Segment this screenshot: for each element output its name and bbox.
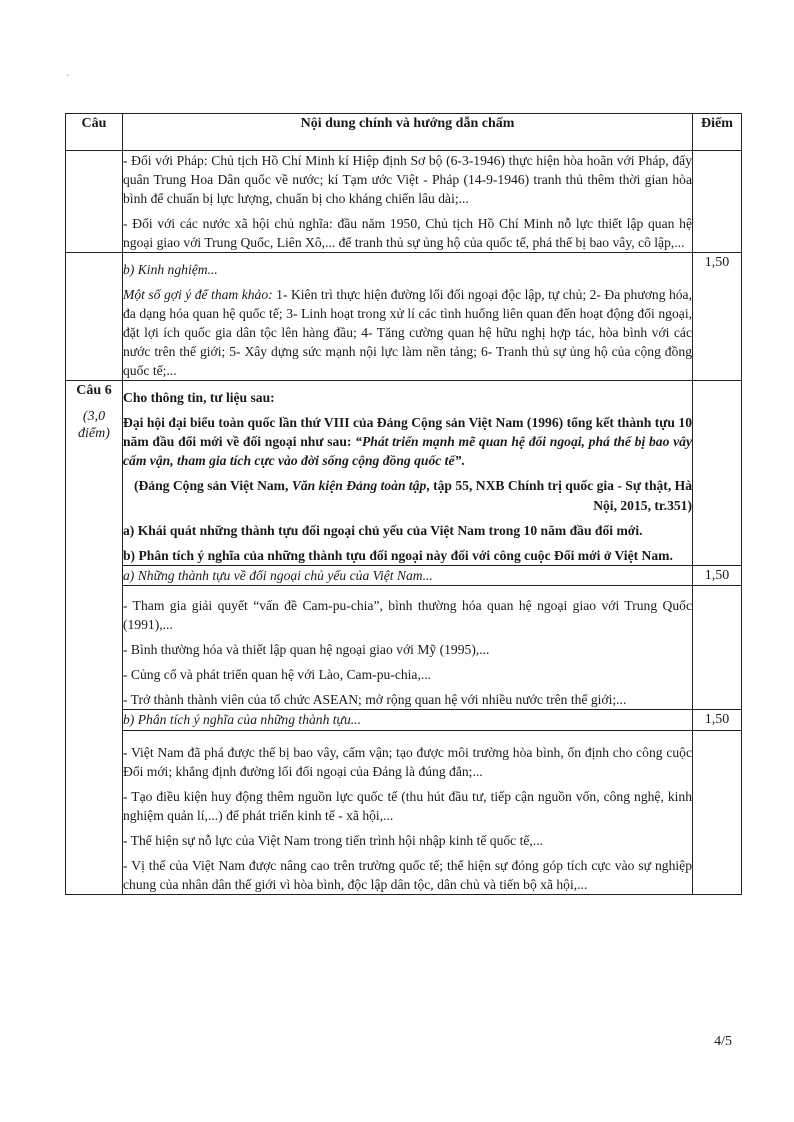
source-a: (Đảng Cộng sản Việt Nam, — [133, 478, 292, 494]
part-b-heading: b) Phân tích ý nghĩa của những thành tựu... — [123, 710, 693, 731]
score-cell-empty — [693, 381, 742, 565]
header-cau: Câu — [66, 114, 123, 151]
cau-6-points: (3,0 điểm) — [78, 408, 110, 441]
part-b-score: 1,50 — [693, 710, 742, 731]
table-header-row — [66, 114, 742, 151]
table-row — [66, 586, 742, 710]
header-diem: Điểm — [693, 114, 742, 151]
prev-para-2: - Đối với các nước xã hội chủ nghĩa: đầu năm 1950, Chủ tịch Hồ Chí Minh nỗ lực thiết lập quan hệ ngoại giao với Trung Quốc, Liên Xô,... để tranh thủ sự ủng hộ của quốc tế, phá thế bị bao vây, cô lập,... — [123, 216, 692, 251]
quote-text: “Phát triển mạnh mẽ quan hệ đối ngoại, phá thế bị bao vây cấm vận, tham gia tích cực vào đời sống cộng đồng quốc tế” — [123, 434, 692, 469]
source-title: Văn kiện Đảng toàn tập — [291, 478, 427, 494]
table-row — [66, 151, 742, 253]
content-cell — [123, 151, 693, 253]
kinh-nghiem-heading: b) Kinh nghiệm... — [123, 262, 218, 278]
list-item: - Việt Nam đã phá được thế bị bao vây, cấm vận; tạo được môi trường hòa bình, ổn định cho công cuộc Đổi mới; khẳng định đường lối đối ngoại của Đảng là đúng đắn;... — [123, 744, 692, 779]
score-value: 1,50 — [693, 253, 742, 381]
table-row — [66, 565, 742, 586]
list-item: - Củng cố và phát triển quan hệ với Lào, Cam-pu-chia,... — [123, 667, 432, 683]
part-a-heading: a) Những thành tựu về đối ngoại chủ yếu của Việt Nam... — [123, 565, 693, 586]
kinh-nghiem-text: 1- Kiên trì thực hiện đường lối đối ngoại độc lập, tự chủ; 2- Đa phương hóa, đa dạng hóa quan hệ quốc tế; 3- Linh hoạt trong xử lí các tình huống liên quan đến hoạt động đối ngoại, đặt lợi ích quốc gia dân tộc lên hàng đầu; 4- Tăng cường quan hệ hữu nghị hợp tác, hòa bình với các nước trên thế giới; 5- Xây dựng sức mạnh nội lực làm nền tảng; 6- Tranh thủ sự ủng hộ của cộng đồng quốc tế;... — [123, 287, 692, 379]
question-intro: Cho thông tin, tư liệu sau: — [123, 390, 275, 406]
kinh-nghiem-lead: Một số gợi ý để tham khảo: — [123, 287, 273, 303]
list-item: - Thể hiện sự nỗ lực của Việt Nam trong tiến trình hội nhập kinh tế quốc tế,... — [123, 833, 544, 849]
list-item: - Tham gia giải quyết “vấn đề Cam-pu-chia”, bình thường hóa quan hệ ngoại giao với Trung Quốc (1991),... — [123, 598, 692, 633]
source-b: , tập 55, NXB Chính trị quốc gia - Sự thật, Hà Nội, 2015, tr.351) — [426, 478, 692, 513]
question-quote — [123, 413, 692, 470]
part-a-score: 1,50 — [693, 565, 742, 586]
table-row — [66, 710, 742, 731]
cau-cell-empty — [66, 151, 123, 253]
list-item: - Trở thành thành viên của tổ chức ASEAN; mở rộng quan hệ với nhiều nước trên thế giới;... — [123, 692, 627, 708]
content-cell — [123, 253, 693, 381]
table-row — [66, 253, 742, 381]
prev-para-1: - Đối với Pháp: Chủ tịch Hồ Chí Minh kí Hiệp định Sơ bộ (6-3-1946) thực hiện hòa hoãn với Pháp, đẩy quân Trung Hoa Dân quốc về nước; kí Tạm ước Việt - Pháp (14-9-1946) tranh thủ thêm thời gian hòa bình để chuẩn bị lực lượng, chuẩn bị cho kháng chiến lâu dài;... — [123, 153, 692, 207]
list-item: - Tạo điều kiện huy động thêm nguồn lực quốc tế (thu hút đầu tư, tiếp cận nguồn vốn, công nghệ, kinh nghiệm quản lí,...) để phát triển kinh tế - xã hội,... — [123, 789, 692, 824]
table-row — [66, 381, 742, 565]
table-row — [66, 730, 742, 894]
score-cell-empty — [693, 586, 742, 710]
score-cell-empty — [693, 151, 742, 253]
score-cell-empty — [693, 730, 742, 894]
question-a: a) Khái quát những thành tựu đối ngoại chủ yếu của Việt Nam trong 10 năm đầu đổi mới. — [123, 522, 643, 538]
cau-6-label: Câu 6 — [76, 383, 112, 399]
part-a-content — [123, 586, 693, 710]
grading-table — [65, 113, 742, 895]
quote-lead: Đại hội đại biểu toàn quốc lần thứ VIII của Đảng Cộng sản Việt Nam (1996) tổng kết thành tựu 10 năm đầu đổi mới về đối ngoại như sau: — [123, 415, 692, 450]
cau-cell-empty — [66, 253, 123, 381]
page-number: 4/5 — [714, 1034, 732, 1049]
stray-mark: ` — [66, 74, 70, 85]
quote-end: . — [461, 453, 465, 469]
kinh-nghiem-body — [123, 285, 692, 380]
question-source — [123, 476, 692, 514]
question-b: b) Phân tích ý nghĩa của những thành tựu đối ngoại này đối với công cuộc Đổi mới ở Việt Nam. — [123, 547, 673, 563]
question-cell — [123, 381, 693, 565]
part-b-content — [123, 730, 693, 894]
cau-6-cell — [66, 381, 123, 895]
header-noi-dung: Nội dung chính và hướng dẫn chấm — [123, 114, 693, 151]
list-item: - Bình thường hóa và thiết lập quan hệ ngoại giao với Mỹ (1995),... — [123, 642, 490, 658]
list-item: - Vị thế của Việt Nam được nâng cao trên trường quốc tế; thể hiện sự đóng góp tích cực vào sự nghiệp chung của nhân dân thế giới vì hòa bình, độc lập dân tộc, dân chủ và tiến bộ xã hội,... — [123, 858, 692, 893]
